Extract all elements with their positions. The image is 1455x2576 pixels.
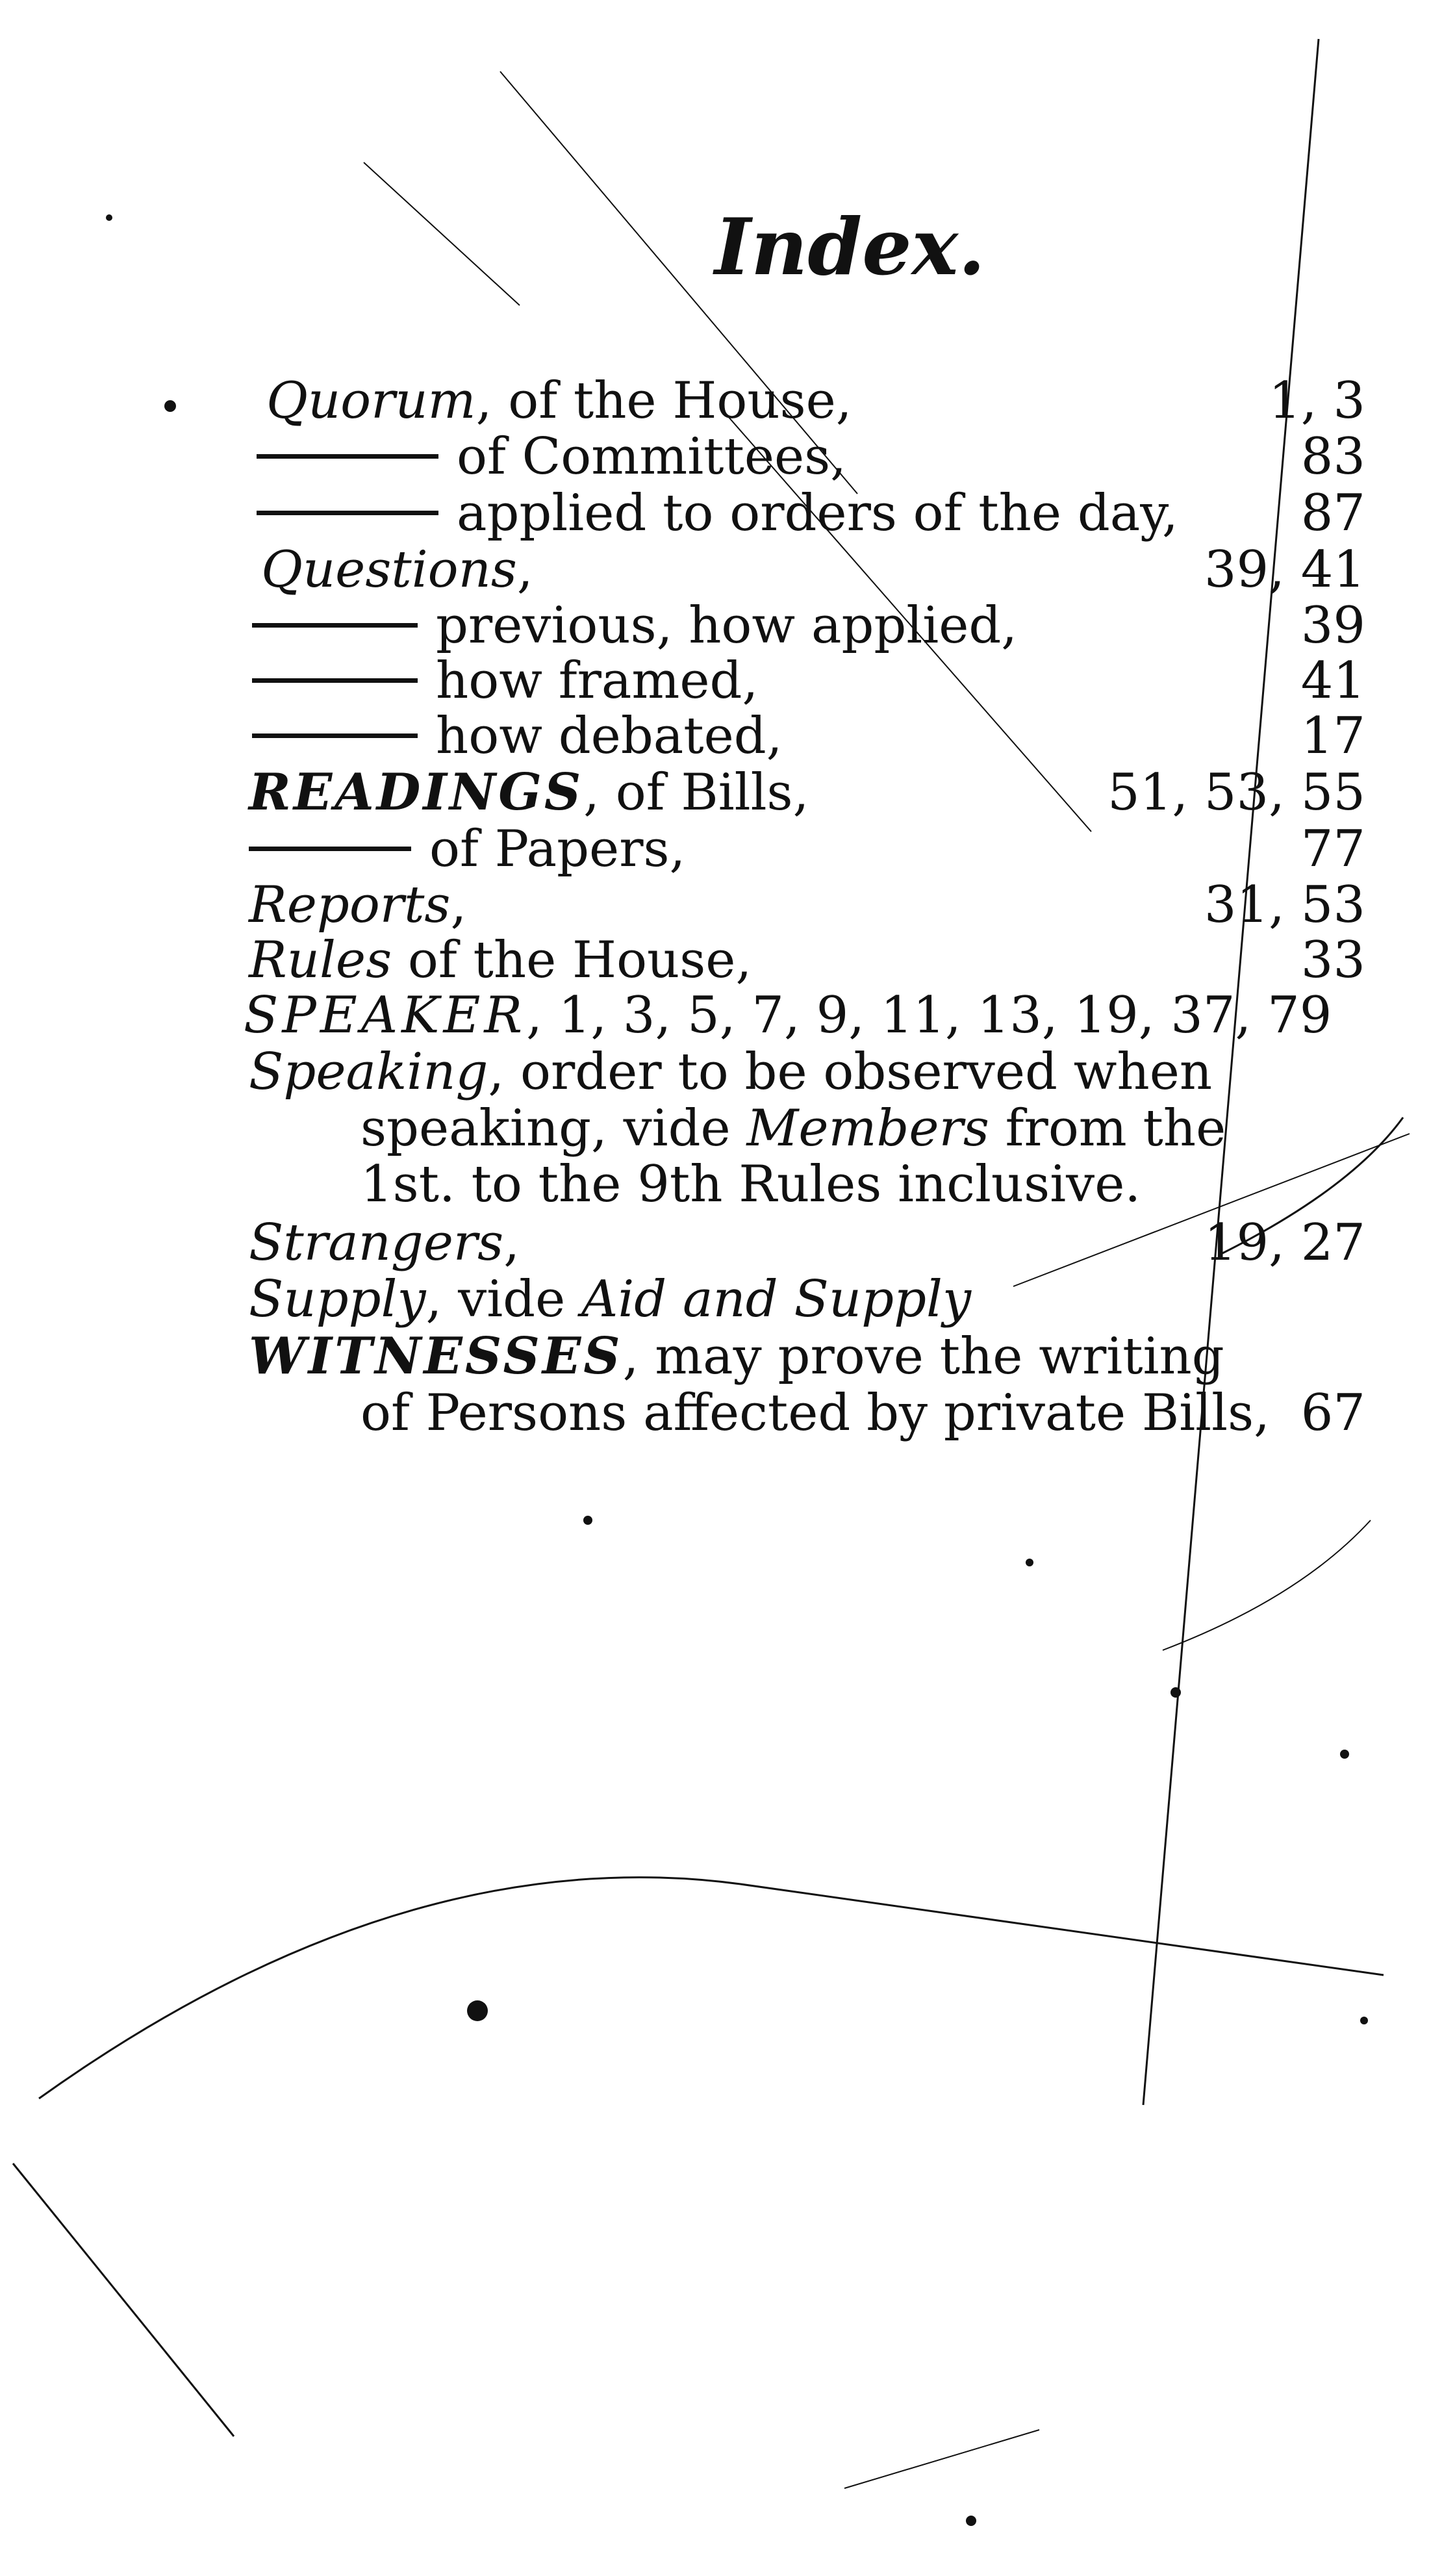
- entry-heading: Speaking: [249, 1043, 488, 1101]
- entry-heading: Rules: [249, 931, 392, 989]
- entry-text: how framed,: [436, 652, 759, 710]
- entry-text: 1st. to the 9th Rules inclusive.: [361, 1155, 1141, 1214]
- entry-text: previous, how applied,: [436, 596, 1018, 655]
- entry-text: , vide: [425, 1270, 582, 1329]
- entry-text: of Persons affected by private Bills,: [361, 1384, 1270, 1442]
- entry-text: from the: [989, 1099, 1226, 1158]
- index-entry: [0, 876, 1455, 934]
- entry-text: applied to orders of the day,: [457, 484, 1178, 542]
- index-entry: [0, 372, 1455, 430]
- entry-pages: 1, 3: [1269, 372, 1365, 430]
- index-entry: [0, 652, 1455, 710]
- index-entry: [0, 1155, 1455, 1214]
- entry-pages: 41: [1300, 652, 1365, 710]
- entry-text: , may prove the writing: [622, 1327, 1224, 1386]
- entry-emphasis: Members: [746, 1099, 989, 1158]
- index-entry: [0, 1384, 1455, 1442]
- entry-pages: 33: [1300, 931, 1365, 989]
- entry-pages: 39: [1300, 596, 1365, 655]
- index-entry: [0, 596, 1455, 655]
- ditto-dash: [257, 454, 438, 459]
- index-entry: [0, 707, 1455, 765]
- index-entry: [0, 484, 1455, 542]
- entry-text: of Papers,: [429, 820, 686, 878]
- index-entry: [0, 931, 1455, 989]
- entry-text: , of the House,: [475, 372, 852, 430]
- index-entry: [0, 986, 1455, 1045]
- entry-pages: 77: [1300, 820, 1365, 878]
- entry-emphasis: Aid and Supply: [581, 1270, 972, 1329]
- entry-pages: 67: [1300, 1384, 1365, 1442]
- index-entry: [0, 820, 1455, 878]
- entry-text: , of Bills,: [583, 763, 809, 822]
- entry-heading: Questions: [261, 541, 517, 599]
- ditto-dash: [252, 733, 418, 738]
- ditto-dash: [252, 678, 418, 683]
- entry-pages: 51, 53, 55: [1107, 763, 1365, 822]
- index-entry: [0, 763, 1455, 822]
- entry-text: ,: [516, 541, 533, 599]
- entry-heading: Quorum: [266, 372, 476, 430]
- index-entry: [0, 1214, 1455, 1272]
- entry-pages: 19, 27: [1204, 1214, 1365, 1272]
- entry-text: , order to be observed when: [488, 1043, 1213, 1101]
- entry-text: , 1, 3, 5, 7, 9, 11, 13, 19, 37, 79: [526, 986, 1332, 1045]
- index-entry: [0, 541, 1455, 599]
- ditto-dash: [257, 511, 438, 515]
- entry-text: speaking, vide: [361, 1099, 747, 1158]
- index-entry: [0, 1043, 1455, 1101]
- entry-pages: 83: [1300, 427, 1365, 486]
- ditto-dash: [249, 847, 411, 851]
- entry-heading: Supply: [249, 1270, 426, 1329]
- index-entry: [0, 1099, 1455, 1158]
- entry-text: ,: [503, 1214, 520, 1272]
- index-entry: [0, 1327, 1455, 1386]
- entry-pages: 17: [1300, 707, 1365, 765]
- entry-pages: 39, 41: [1204, 541, 1365, 599]
- ditto-dash: [252, 623, 418, 628]
- entry-pages: 87: [1300, 484, 1365, 542]
- entry-text: of the House,: [392, 931, 752, 989]
- entry-heading: WITNESSES: [249, 1327, 623, 1386]
- index-entry: [0, 1270, 1455, 1329]
- entry-heading: SPEAKER: [244, 986, 527, 1045]
- entry-pages: 31, 53: [1204, 876, 1365, 934]
- index-entry: [0, 427, 1455, 486]
- entry-heading: Strangers: [249, 1214, 504, 1272]
- page-title: Index.: [715, 201, 985, 293]
- entry-text: of Committees,: [457, 427, 846, 486]
- entry-text: how debated,: [436, 707, 783, 765]
- entry-heading: READINGS: [249, 763, 584, 822]
- entry-heading: Reports: [249, 876, 451, 934]
- entry-text: ,: [450, 876, 467, 934]
